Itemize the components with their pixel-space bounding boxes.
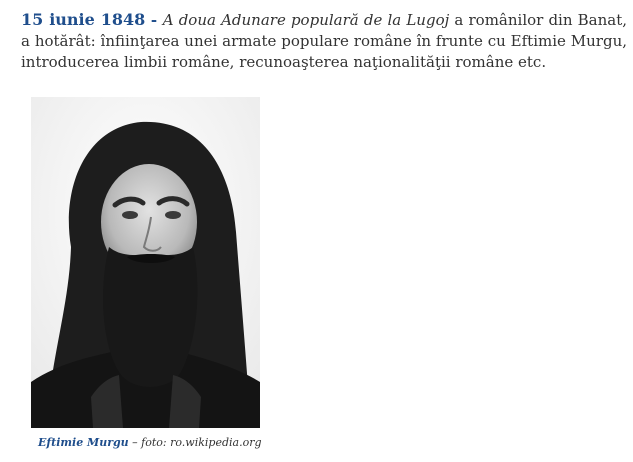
portrait-photo (31, 97, 260, 428)
portrait-illustration (31, 97, 260, 428)
photo-caption (38, 436, 262, 449)
entry-event-title: A doua Adunare populară de la Lugoj (162, 11, 450, 29)
beard-shape (103, 247, 197, 387)
caption-credit: – foto: ro.wikipedia.org (128, 436, 262, 449)
entry-dash: - (145, 11, 163, 29)
left-eye (122, 211, 138, 219)
caption-name: Eftimie Murgu (38, 436, 129, 449)
right-eye (165, 211, 181, 219)
history-entry (21, 9, 627, 73)
entry-date: 15 iunie 1848 (21, 10, 146, 29)
entry-text: a românilor din Banat, a hotărât: înfiinţarea unei armate populare române în frunte cu Eftimie Murgu, introducerea limbii române, recunoaşterea naţionalităţii române etc. (21, 11, 628, 71)
